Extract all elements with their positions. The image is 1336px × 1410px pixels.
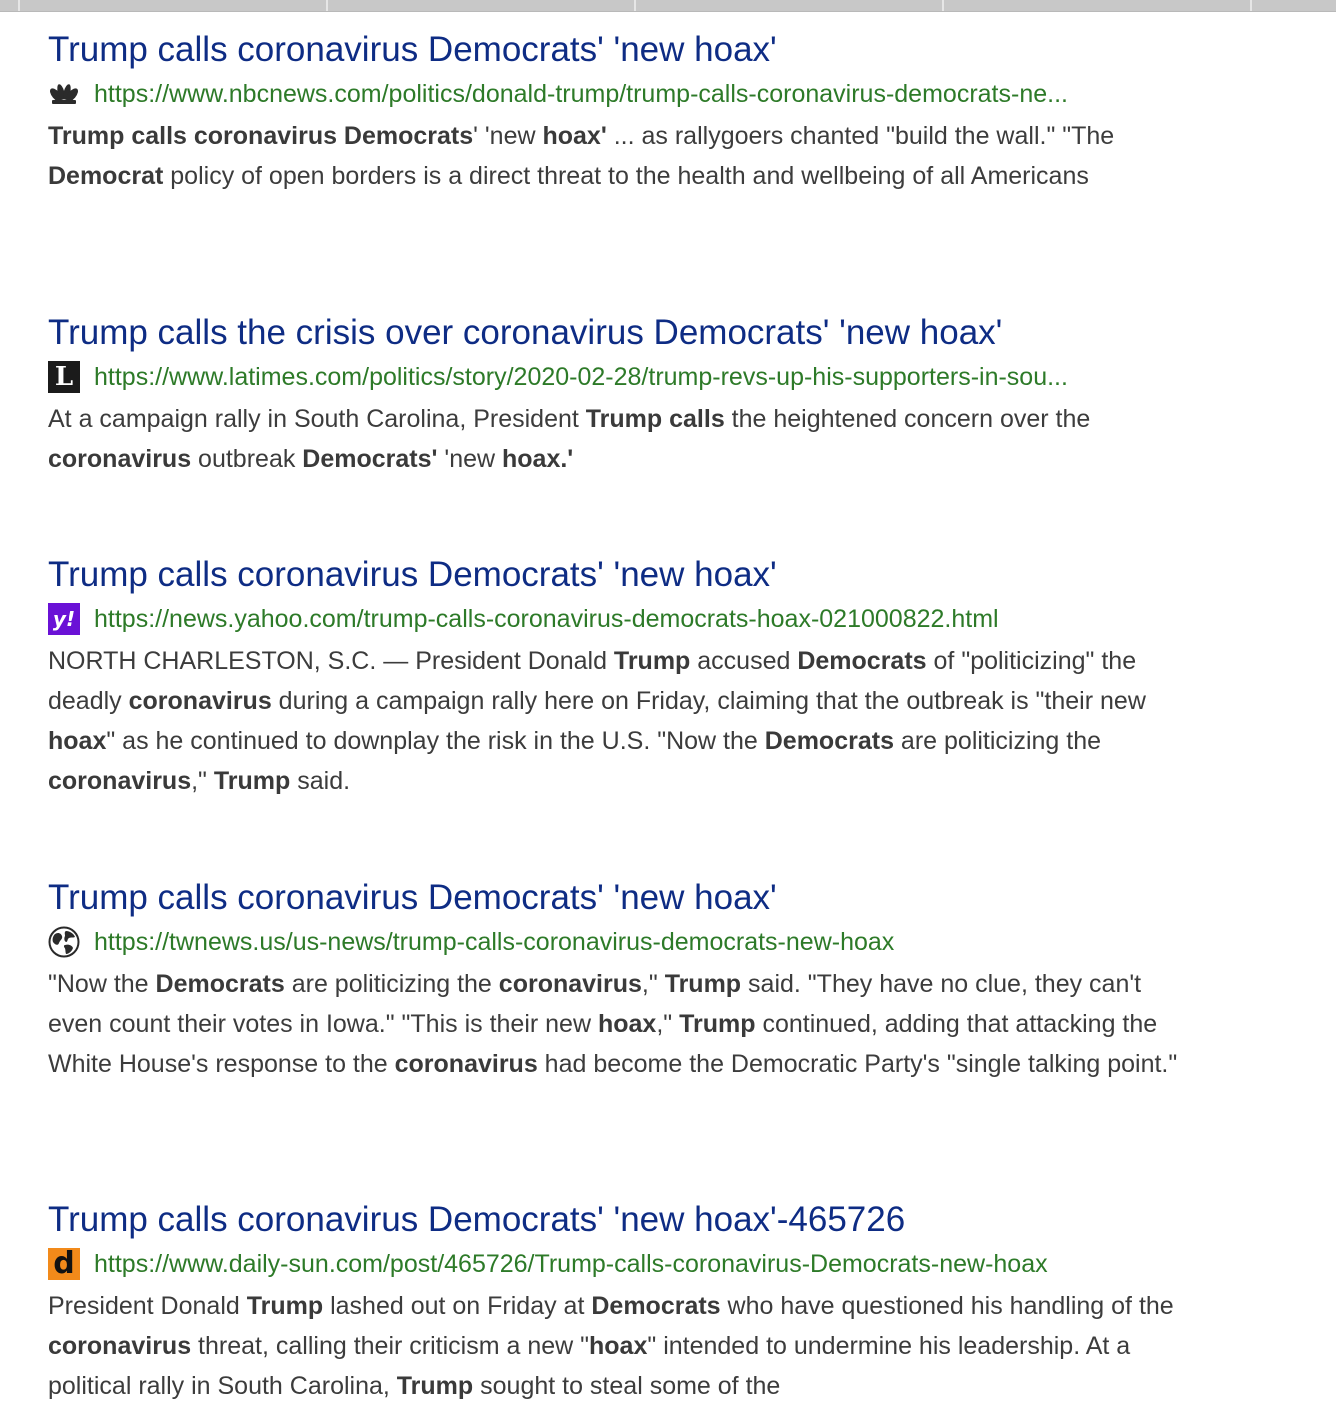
result-url-row bbox=[48, 1244, 1198, 1284]
snippet-highlight: hoax bbox=[589, 1332, 648, 1360]
snippet-text: the heightened concern over the bbox=[724, 405, 1091, 433]
snippet-highlight: Democrats bbox=[591, 1292, 721, 1320]
yahoo-icon: y! bbox=[48, 603, 80, 635]
snippet-highlight: coronavirus bbox=[48, 1332, 192, 1360]
snippet-highlight: Trump bbox=[246, 1292, 324, 1320]
snippet-text: are politicizing the bbox=[893, 727, 1102, 755]
browser-tab[interactable] bbox=[1252, 0, 1336, 11]
browser-tab-strip bbox=[0, 0, 1336, 12]
snippet-text: threat, calling their criticism a new " bbox=[191, 1332, 590, 1360]
result-title-link[interactable]: Trump calls the crisis over coronavirus Democrats' 'new hoax' bbox=[48, 313, 1003, 352]
snippet-text: ," bbox=[641, 970, 665, 998]
snippet-text: ' 'new bbox=[473, 122, 543, 150]
search-result bbox=[48, 309, 1198, 551]
result-url-row bbox=[48, 357, 1198, 397]
snippet-text: said. "They have no clue, they can't even count their votes in Iowa." "This is their new bbox=[48, 970, 1142, 1038]
result-title-link[interactable]: Trump calls coronavirus Democrats' 'new hoax'-465726 bbox=[48, 1200, 906, 1239]
browser-tab[interactable] bbox=[636, 0, 944, 11]
result-url[interactable]: https://www.latimes.com/politics/story/2020-02-28/trump-revs-up-his-supporters-in-sou... bbox=[94, 362, 1068, 391]
search-result bbox=[48, 874, 1198, 1196]
snippet-text: ," bbox=[191, 767, 214, 795]
snippet-text: said. bbox=[290, 767, 351, 795]
snippet-text: NORTH CHARLESTON, S.C. — President Donald bbox=[48, 647, 614, 675]
snippet-text: outbreak bbox=[191, 445, 303, 473]
snippet-highlight: Trump bbox=[213, 767, 291, 795]
snippet-text: "Now the bbox=[48, 970, 156, 998]
browser-tab[interactable] bbox=[328, 0, 636, 11]
globe-icon bbox=[48, 926, 80, 958]
snippet-text: policy of open borders is a direct threat to the health and wellbeing of all Americans bbox=[163, 162, 1089, 190]
nbc-peacock-icon bbox=[48, 78, 80, 110]
search-result bbox=[48, 551, 1198, 874]
snippet-text: sought to steal some of the bbox=[473, 1372, 781, 1400]
result-snippet bbox=[48, 641, 1188, 801]
daily-sun-icon: d bbox=[48, 1248, 80, 1280]
result-url[interactable]: https://news.yahoo.com/trump-calls-coronavirus-democrats-hoax-021000822.html bbox=[94, 604, 999, 633]
snippet-text: lashed out on Friday at bbox=[323, 1292, 592, 1320]
snippet-text: 'new bbox=[437, 445, 502, 473]
latimes-icon: L bbox=[48, 361, 80, 393]
browser-tab[interactable] bbox=[0, 0, 20, 11]
snippet-highlight: Democrat bbox=[48, 162, 164, 190]
snippet-text: had become the Democratic Party's "single talking point." bbox=[537, 1050, 1178, 1078]
search-results-list bbox=[48, 26, 1198, 1406]
result-url[interactable]: https://twnews.us/us-news/trump-calls-coronavirus-democrats-new-hoax bbox=[94, 927, 895, 956]
result-title-link[interactable]: Trump calls coronavirus Democrats' 'new hoax' bbox=[48, 555, 777, 594]
result-url[interactable]: https://www.daily-sun.com/post/465726/Trump-calls-coronavirus-Democrats-new-hoax bbox=[94, 1249, 1048, 1278]
snippet-text: ," bbox=[656, 1010, 680, 1038]
snippet-highlight: hoax' bbox=[542, 122, 607, 150]
result-title-link[interactable]: Trump calls coronavirus Democrats' 'new hoax' bbox=[48, 878, 777, 917]
snippet-highlight: Trump bbox=[613, 647, 691, 675]
snippet-text: of "politicizing" the deadly bbox=[48, 647, 1137, 715]
snippet-highlight: Trump bbox=[679, 1010, 756, 1038]
snippet-highlight: Trump bbox=[664, 970, 742, 998]
snippet-text: continued, adding that attacking the White House's response to the bbox=[48, 1010, 1158, 1078]
snippet-text: " intended to undermine his leadership. At a political rally in South Carolina, bbox=[48, 1332, 1131, 1400]
snippet-highlight: hoax bbox=[48, 727, 107, 755]
result-url-row bbox=[48, 922, 1198, 962]
result-snippet bbox=[48, 1286, 1188, 1406]
result-snippet bbox=[48, 116, 1188, 196]
snippet-highlight: Democrats bbox=[155, 970, 285, 998]
result-snippet bbox=[48, 399, 1188, 479]
snippet-text: during a campaign rally here on Friday, claiming that the outbreak is "their new bbox=[271, 687, 1146, 715]
snippet-highlight: Trump bbox=[396, 1372, 474, 1400]
snippet-text: " as he continued to downplay the risk in the U.S. "Now the bbox=[106, 727, 765, 755]
snippet-highlight: hoax bbox=[597, 1010, 657, 1038]
snippet-text: ... as rallygoers chanted "build the wall." "The bbox=[606, 122, 1115, 150]
result-snippet bbox=[48, 964, 1188, 1084]
snippet-highlight: coronavirus bbox=[498, 970, 642, 998]
snippet-highlight: Trump calls coronavirus Democrats bbox=[48, 122, 474, 150]
snippet-text: President Donald bbox=[48, 1292, 247, 1320]
result-url[interactable]: https://www.nbcnews.com/politics/donald-trump/trump-calls-coronavirus-democrats-ne... bbox=[94, 79, 1068, 108]
result-url-row bbox=[48, 74, 1198, 114]
search-result bbox=[48, 1196, 1198, 1406]
result-title-link[interactable]: Trump calls coronavirus Democrats' 'new hoax' bbox=[48, 30, 777, 69]
snippet-highlight: coronavirus bbox=[48, 445, 192, 473]
snippet-highlight: coronavirus bbox=[128, 687, 272, 715]
browser-tab[interactable] bbox=[944, 0, 1252, 11]
snippet-text: are politicizing the bbox=[284, 970, 499, 998]
snippet-text: accused bbox=[690, 647, 798, 675]
snippet-highlight: Democrats bbox=[764, 727, 894, 755]
snippet-highlight: coronavirus bbox=[394, 1050, 538, 1078]
result-url-row bbox=[48, 599, 1198, 639]
snippet-highlight: Democrats' bbox=[302, 445, 438, 473]
snippet-highlight: coronavirus bbox=[48, 767, 192, 795]
snippet-highlight: Democrats bbox=[797, 647, 927, 675]
search-result bbox=[48, 26, 1198, 309]
snippet-highlight: hoax.' bbox=[502, 445, 574, 473]
snippet-text: At a campaign rally in South Carolina, President bbox=[48, 405, 586, 433]
snippet-text: who have questioned his handling of the bbox=[720, 1292, 1174, 1320]
browser-tab[interactable] bbox=[20, 0, 328, 11]
snippet-highlight: Trump calls bbox=[585, 405, 725, 433]
